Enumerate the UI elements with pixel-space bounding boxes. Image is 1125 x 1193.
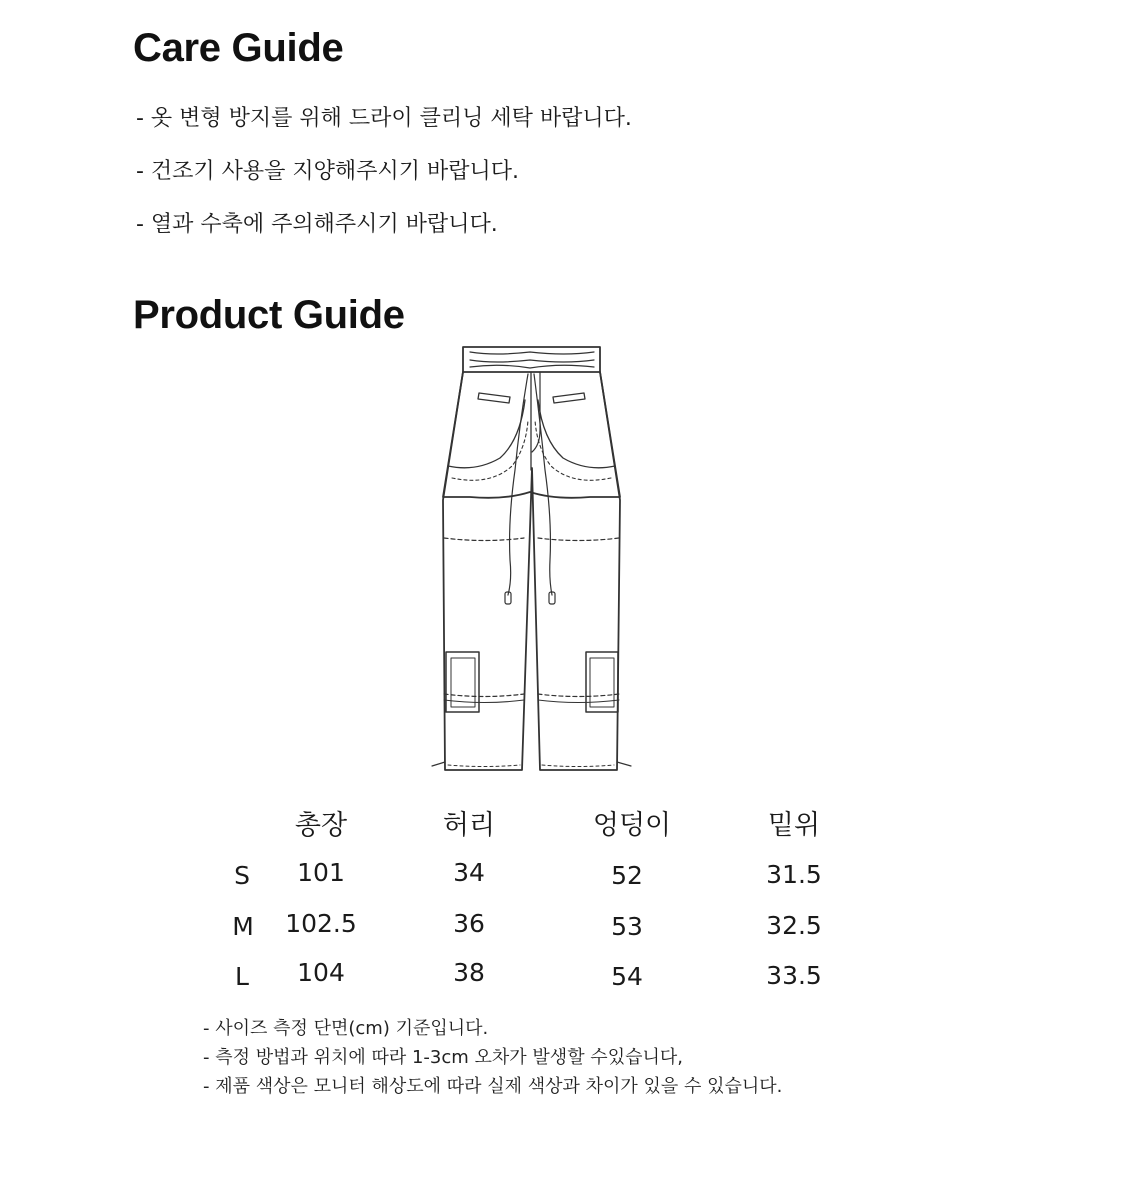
table-cell: 31.5 [766, 860, 822, 889]
size-label-s: S [234, 861, 250, 890]
table-cell: 38 [453, 958, 485, 987]
table-cell: 54 [611, 962, 643, 991]
size-label-l: L [235, 962, 249, 991]
table-cell: 36 [453, 909, 485, 938]
table-cell: 33.5 [766, 961, 822, 990]
care-guide-title: Care Guide [133, 26, 344, 70]
table-cell: 53 [611, 912, 643, 941]
table-cell: 34 [453, 858, 485, 887]
note-item: - 제품 색상은 모니터 해상도에 따라 실제 색상과 차이가 있을 수 있습니다. [203, 1076, 783, 1097]
pants-illustration [425, 342, 637, 772]
product-guide-title: Product Guide [133, 293, 405, 337]
column-header-waist: 허리 [442, 810, 496, 841]
table-cell: 32.5 [766, 911, 822, 940]
care-guide-item: - 열과 수축에 주의해주시기 바랍니다. [136, 212, 498, 237]
column-header-rise: 밑위 [767, 810, 821, 841]
note-item: - 사이즈 측정 단면(cm) 기준입니다. [203, 1018, 489, 1039]
note-item: - 측정 방법과 위치에 따라 1-3cm 오차가 발생할 수있습니다, [203, 1047, 683, 1068]
measurement-notes [203, 1014, 782, 1101]
column-header-hip: 엉덩이 [592, 810, 672, 841]
table-cell: 101 [297, 858, 345, 887]
care-guide-list [136, 92, 632, 251]
table-cell: 52 [611, 861, 643, 890]
table-cell: 102.5 [285, 909, 357, 938]
column-header-length: 총장 [294, 810, 348, 841]
size-label-m: M [232, 912, 254, 941]
care-guide-item: - 옷 변형 방지를 위해 드라이 클리닝 세탁 바랍니다. [136, 106, 632, 131]
care-guide-item: - 건조기 사용을 지양해주시기 바랍니다. [136, 159, 519, 184]
table-cell: 104 [297, 958, 345, 987]
